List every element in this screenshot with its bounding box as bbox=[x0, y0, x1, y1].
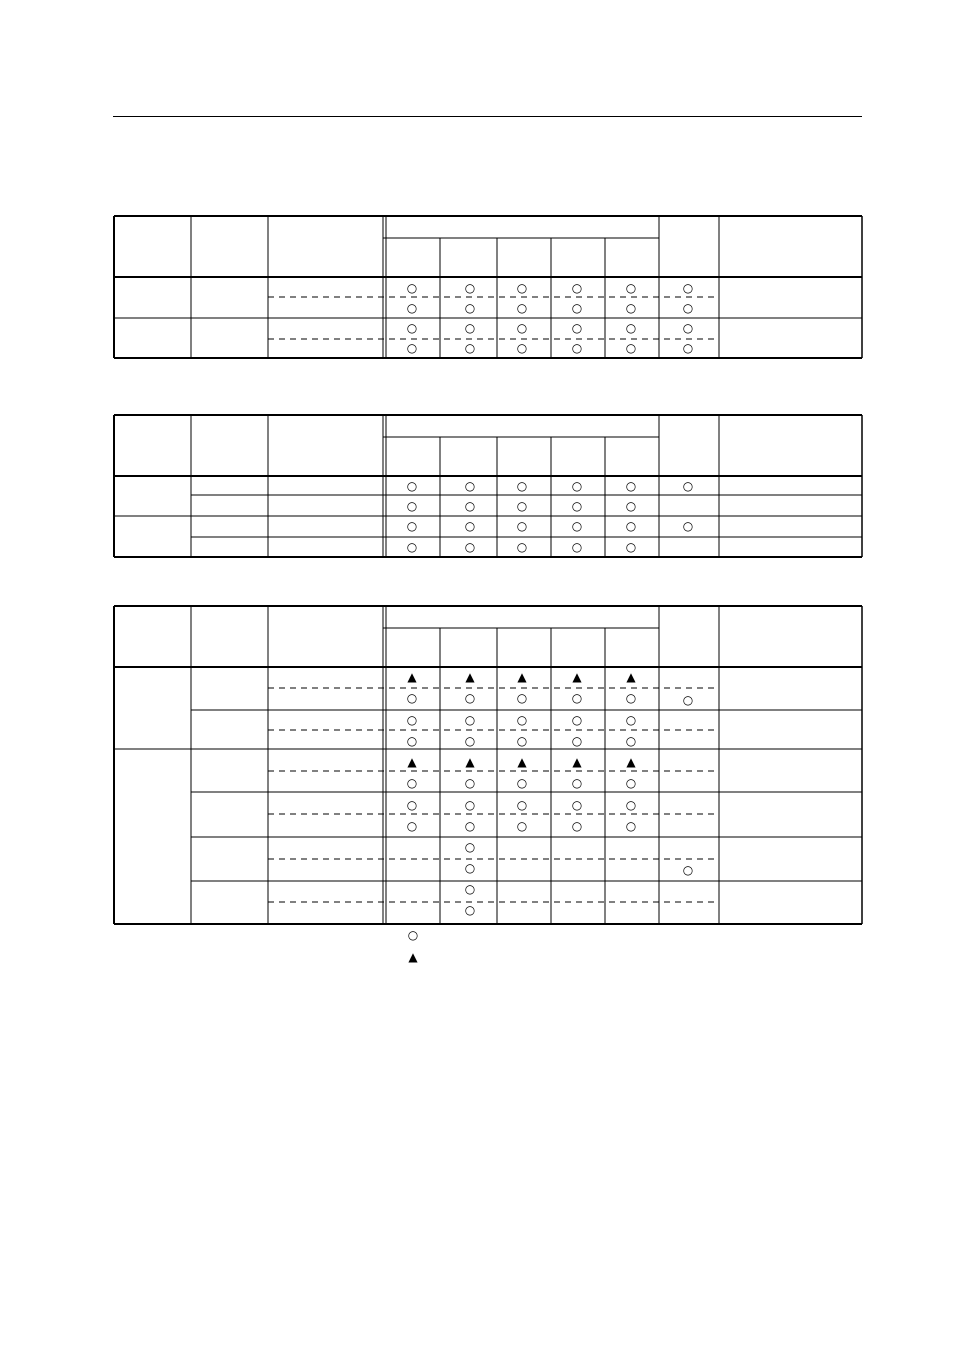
triangle-mark-icon: ▲ bbox=[407, 755, 417, 769]
circle-mark-icon: ○ bbox=[464, 798, 476, 812]
circle-mark-icon: ○ bbox=[682, 479, 694, 493]
circle-mark-icon: ○ bbox=[464, 882, 476, 896]
triangle-mark-icon: ▲ bbox=[465, 670, 475, 684]
circle-mark-icon: ○ bbox=[571, 691, 583, 705]
circle-mark-icon: ○ bbox=[406, 540, 418, 554]
circle-mark-icon: ○ bbox=[516, 301, 528, 315]
circle-mark-icon: ○ bbox=[516, 819, 528, 833]
circle-mark-icon: ○ bbox=[464, 861, 476, 875]
circle-mark-icon: ○ bbox=[571, 321, 583, 335]
circle-mark-icon: ○ bbox=[406, 713, 418, 727]
circle-mark-icon: ○ bbox=[625, 776, 637, 790]
circle-mark-icon: ○ bbox=[516, 519, 528, 533]
circle-mark-icon: ○ bbox=[464, 840, 476, 854]
circle-mark-icon: ○ bbox=[516, 776, 528, 790]
circle-mark-icon: ○ bbox=[464, 281, 476, 295]
legend bbox=[408, 928, 419, 964]
circle-mark-icon: ○ bbox=[406, 301, 418, 315]
circle-mark-icon: ○ bbox=[516, 691, 528, 705]
circle-mark-icon: ○ bbox=[464, 519, 476, 533]
circle-mark-icon: ○ bbox=[625, 819, 637, 833]
circle-mark-icon: ○ bbox=[464, 903, 476, 917]
circle-mark-icon: ○ bbox=[571, 499, 583, 513]
circle-mark-icon: ○ bbox=[464, 321, 476, 335]
triangle-mark-icon: ▲ bbox=[626, 670, 636, 684]
circle-mark-icon: ○ bbox=[464, 341, 476, 355]
circle-mark-icon: ○ bbox=[625, 734, 637, 748]
circle-mark-icon: ○ bbox=[571, 540, 583, 554]
triangle-mark-icon: ▲ bbox=[408, 950, 418, 964]
circle-mark-icon: ○ bbox=[625, 479, 637, 493]
circle-mark-icon: ○ bbox=[625, 499, 637, 513]
circle-mark-icon: ○ bbox=[406, 321, 418, 335]
triangle-mark-icon: ▲ bbox=[465, 755, 475, 769]
circle-mark-icon: ○ bbox=[682, 321, 694, 335]
circle-mark-icon: ○ bbox=[682, 301, 694, 315]
circle-mark-icon: ○ bbox=[516, 499, 528, 513]
circle-mark-icon: ○ bbox=[464, 540, 476, 554]
circle-mark-icon: ○ bbox=[464, 819, 476, 833]
circle-mark-icon: ○ bbox=[406, 819, 418, 833]
triangle-mark-icon: ▲ bbox=[626, 755, 636, 769]
circle-mark-icon: ○ bbox=[407, 928, 419, 942]
circle-mark-icon: ○ bbox=[464, 691, 476, 705]
circle-mark-icon: ○ bbox=[571, 301, 583, 315]
circle-mark-icon: ○ bbox=[571, 776, 583, 790]
triangle-mark-icon: ▲ bbox=[572, 755, 582, 769]
triangle-mark-icon: ▲ bbox=[572, 670, 582, 684]
circle-mark-icon: ○ bbox=[516, 341, 528, 355]
circle-mark-icon: ○ bbox=[516, 713, 528, 727]
circle-mark-icon: ○ bbox=[571, 281, 583, 295]
circle-mark-icon: ○ bbox=[571, 341, 583, 355]
circle-mark-icon: ○ bbox=[571, 798, 583, 812]
circle-mark-icon: ○ bbox=[625, 798, 637, 812]
circle-mark-icon: ○ bbox=[406, 281, 418, 295]
circle-mark-icon: ○ bbox=[682, 693, 694, 707]
circle-mark-icon: ○ bbox=[682, 281, 694, 295]
circle-mark-icon: ○ bbox=[406, 479, 418, 493]
circle-mark-icon: ○ bbox=[682, 519, 694, 533]
circle-mark-icon: ○ bbox=[516, 321, 528, 335]
circle-mark-icon: ○ bbox=[625, 540, 637, 554]
circle-mark-icon: ○ bbox=[571, 479, 583, 493]
circle-mark-icon: ○ bbox=[464, 776, 476, 790]
circle-mark-icon: ○ bbox=[516, 798, 528, 812]
circle-mark-icon: ○ bbox=[406, 776, 418, 790]
circle-mark-icon: ○ bbox=[571, 734, 583, 748]
circle-mark-icon: ○ bbox=[406, 691, 418, 705]
circle-mark-icon: ○ bbox=[625, 281, 637, 295]
circle-mark-icon: ○ bbox=[464, 713, 476, 727]
table-1 bbox=[114, 216, 862, 358]
circle-mark-icon: ○ bbox=[516, 479, 528, 493]
circle-mark-icon: ○ bbox=[625, 691, 637, 705]
circle-mark-icon: ○ bbox=[571, 819, 583, 833]
circle-mark-icon: ○ bbox=[516, 540, 528, 554]
triangle-mark-icon: ▲ bbox=[407, 670, 417, 684]
circle-mark-icon: ○ bbox=[516, 281, 528, 295]
circle-mark-icon: ○ bbox=[516, 734, 528, 748]
circle-mark-icon: ○ bbox=[406, 341, 418, 355]
circle-mark-icon: ○ bbox=[464, 734, 476, 748]
table-2 bbox=[114, 415, 862, 557]
circle-mark-icon: ○ bbox=[682, 863, 694, 877]
circle-mark-icon: ○ bbox=[625, 321, 637, 335]
circle-mark-icon: ○ bbox=[625, 301, 637, 315]
circle-mark-icon: ○ bbox=[625, 713, 637, 727]
circle-mark-icon: ○ bbox=[406, 499, 418, 513]
circle-mark-icon: ○ bbox=[406, 734, 418, 748]
table-3 bbox=[114, 606, 862, 924]
circle-mark-icon: ○ bbox=[406, 519, 418, 533]
circle-mark-icon: ○ bbox=[571, 713, 583, 727]
circle-mark-icon: ○ bbox=[625, 519, 637, 533]
circle-mark-icon: ○ bbox=[464, 499, 476, 513]
triangle-mark-icon: ▲ bbox=[517, 670, 527, 684]
triangle-mark-icon: ▲ bbox=[517, 755, 527, 769]
circle-mark-icon: ○ bbox=[571, 519, 583, 533]
circle-mark-icon: ○ bbox=[464, 301, 476, 315]
circle-mark-icon: ○ bbox=[682, 341, 694, 355]
circle-mark-icon: ○ bbox=[406, 798, 418, 812]
circle-mark-icon: ○ bbox=[464, 479, 476, 493]
circle-mark-icon: ○ bbox=[625, 341, 637, 355]
